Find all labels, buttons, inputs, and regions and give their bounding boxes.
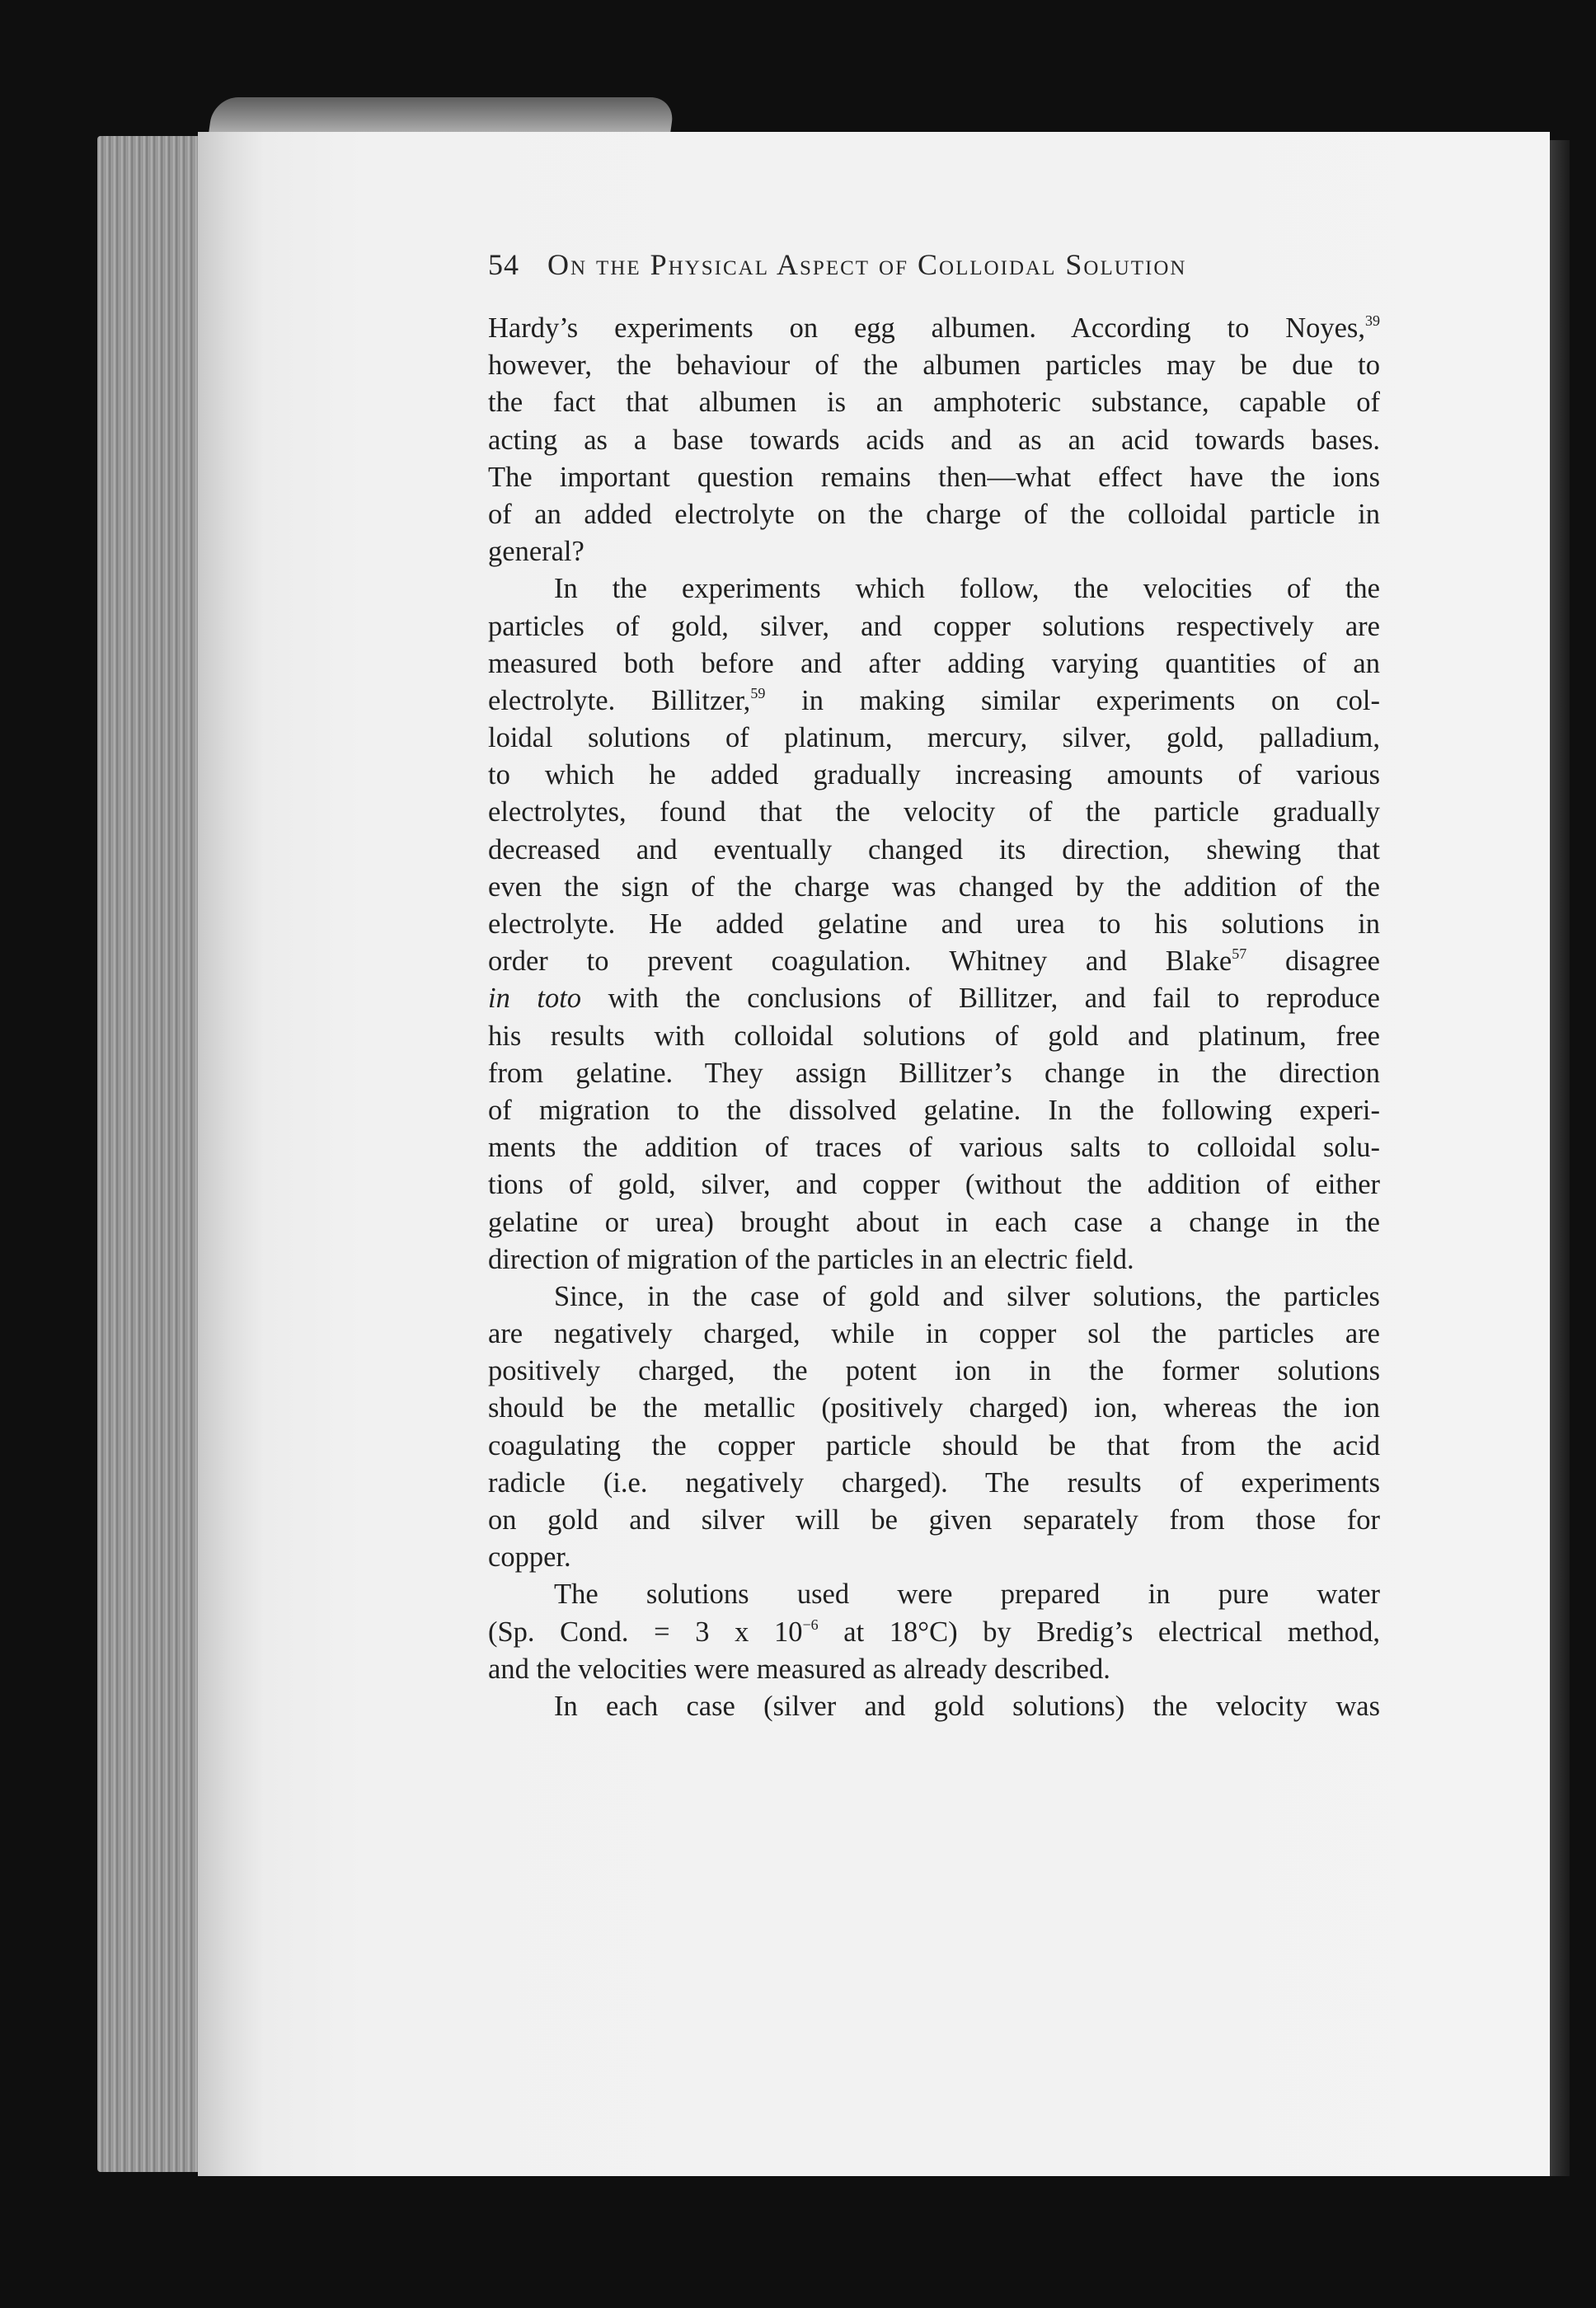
text-line: even the sign of the charge was changed by the addition of the xyxy=(488,870,1380,903)
text-line: (Sp. Cond. = 3 x $10^{-6}$ at 18°C) by Bredig’s electrical method, xyxy=(488,1616,1380,1648)
text-line: of an added electrolyte on the charge of the colloidal particle in xyxy=(488,498,1380,530)
footnote-ref: 59 xyxy=(750,684,766,701)
text-line: particles of gold, silver, and copper solutions respectively are xyxy=(488,610,1380,642)
text-line: general? xyxy=(488,536,584,568)
text-line: of migration to the dissolved gelatine. In the following experi- xyxy=(488,1094,1380,1126)
text-line: The solutions used were prepared in pure water xyxy=(554,1579,1380,1611)
body-text xyxy=(488,310,1380,1725)
facing-page-edge xyxy=(1550,140,1570,2176)
text-line: however, the behaviour of the albumen particles may be due to xyxy=(488,349,1380,382)
exponent: −6 xyxy=(802,1616,819,1633)
text-line: radicle (i.e. negatively charged). The results of experiments xyxy=(488,1466,1380,1499)
text-line: in toto with the conclusions of Billitzer, and fail to reproduce xyxy=(488,983,1380,1015)
text-line: loidal solutions of platinum, mercury, silver, gold, palladium, xyxy=(488,722,1380,754)
text-line: acting as a base towards acids and as an acid towards bases. xyxy=(488,424,1380,456)
text-line: ments the addition of traces of various salts to colloidal solu- xyxy=(488,1132,1380,1164)
text-line: order to prevent coagulation. Whitney and Blake$^{57}$ disagree xyxy=(488,945,1380,978)
page-number: 54 xyxy=(488,248,519,281)
text-line: and the velocities were measured as already described. xyxy=(488,1653,1110,1685)
text-line: The important question remains then—what effect have the ions xyxy=(488,461,1380,493)
text-line: positively charged, the potent ion in the former solutions xyxy=(488,1355,1380,1387)
text-line: the fact that albumen is an amphoteric substance, capable of xyxy=(488,387,1380,419)
text-line: direction of migration of the particles in an electric field. xyxy=(488,1243,1134,1275)
text-line: Hardy’s experiments on egg albumen. According to Noyes,$^{39}$ xyxy=(488,312,1380,344)
running-title: On the Physical Aspect of Colloidal Solution xyxy=(547,248,1187,281)
text-line: electrolyte. He added gelatine and urea to his solutions in xyxy=(488,908,1380,940)
text-line: from gelatine. They assign Billitzer’s change in the direction xyxy=(488,1057,1380,1089)
text-line: his results with colloidal solutions of gold and platinum, free xyxy=(488,1020,1380,1052)
footnote-ref: 39 xyxy=(1365,312,1380,329)
text-line: In the experiments which follow, the velocities of the xyxy=(554,573,1380,605)
text-line: measured both before and after adding varying quantities of an xyxy=(488,647,1380,679)
text-line: should be the metallic (positively charged) ion, whereas the ion xyxy=(488,1392,1380,1424)
text-line: coagulating the copper particle should be that from the acid xyxy=(488,1429,1380,1461)
text-line: decreased and eventually changed its direction, shewing that xyxy=(488,833,1380,866)
text-line: electrolyte. Billitzer,$^{59}$ in making similar experiments on col- xyxy=(488,684,1380,716)
footnote-ref: 57 xyxy=(1232,945,1247,963)
italic-phrase: in toto xyxy=(488,983,582,1015)
text-line: to which he added gradually increasing amounts of various xyxy=(488,759,1380,791)
running-head xyxy=(488,247,1387,282)
text-line: copper. xyxy=(488,1541,571,1574)
text-line: tions of gold, silver, and copper (without the addition of either xyxy=(488,1169,1380,1201)
text-line: electrolytes, found that the velocity of the particle gradually xyxy=(488,796,1380,828)
text-line: are negatively charged, while in copper sol the particles are xyxy=(488,1318,1380,1350)
text-line: Since, in the case of gold and silver solutions, the particles xyxy=(554,1280,1380,1312)
text-line: In each case (silver and gold solutions) the velocity was xyxy=(554,1690,1380,1722)
text-line: gelatine or urea) brought about in each case a change in the xyxy=(488,1206,1380,1238)
text-line: on gold and silver will be given separately from those for xyxy=(488,1504,1380,1536)
